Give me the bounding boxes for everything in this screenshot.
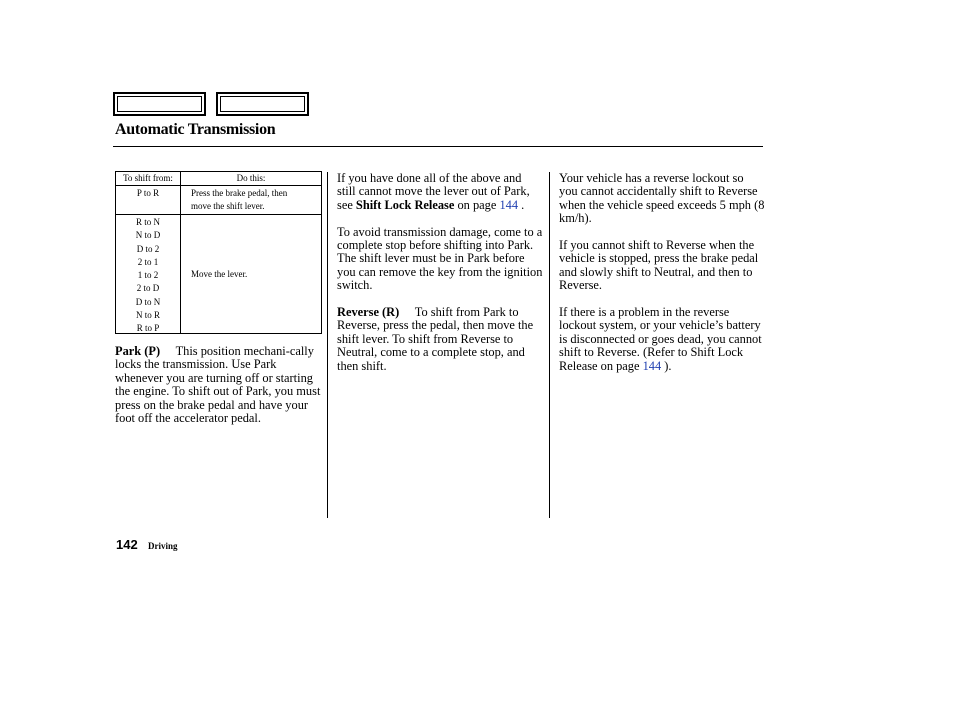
page-number: 142: [116, 537, 138, 552]
shift-from-item: D to 2: [136, 243, 160, 254]
park-term: Park (P): [115, 344, 161, 358]
shift-lock-text-2: on page: [454, 197, 500, 212]
table-row: [116, 186, 321, 215]
nav-tab-box-1[interactable]: [113, 92, 206, 116]
page-144-link[interactable]: 144: [499, 197, 519, 212]
table-header-do: Do this:: [236, 173, 266, 183]
shift-from-item: N to R: [135, 310, 160, 321]
page-144-link-2[interactable]: 144: [642, 358, 662, 373]
nav-tab-inner-2: [220, 96, 305, 112]
page-title: Automatic Transmission: [115, 121, 276, 138]
lockout-problem-text: If there is a problem in the reverse lockout system, or your vehicle’s battery is disconnected or goes dead, you cannot shift to Reverse. (Refer to Shift Lock Release on page: [559, 305, 762, 373]
shift-from-item: 1 to 2: [137, 270, 159, 281]
lockout-problem-paragraph: [559, 306, 765, 373]
title-divider: [113, 146, 763, 147]
column-divider-1: [327, 172, 328, 518]
cannot-shift-paragraph: If you cannot shift to Reverse when the vehicle is stopped, press the brake pedal and slowly shift to Neutral, and then to Reverse.: [559, 238, 759, 293]
reverse-text: To shift from Park to Reverse, press the pedal, then move the shift lever. To shift from Reverse to Neutral, come to a complete stop, and then shift.: [337, 305, 534, 373]
shift-table: [115, 171, 322, 334]
table-cell-do: [181, 186, 321, 214]
shift-lock-release-term: Shift Lock Release: [355, 197, 455, 212]
table-cell-from: [116, 215, 181, 333]
column-divider-2: [549, 172, 550, 518]
reverse-paragraph: [337, 306, 543, 373]
park-paragraph: [115, 345, 322, 425]
shift-from-item: 2 to 1: [137, 256, 159, 267]
shift-from-item: R to N: [135, 217, 160, 227]
shift-from-item: 2 to D: [136, 283, 160, 294]
shift-from-item: N to D: [135, 230, 161, 241]
column-2-text: [337, 172, 543, 386]
table-cell-do: [181, 215, 321, 333]
nav-tab-box-2[interactable]: [216, 92, 309, 116]
table-header-row: [116, 172, 321, 186]
shift-instruction-line: Move the lever.: [191, 269, 248, 279]
shift-lock-paragraph: [337, 172, 543, 212]
shift-lock-text-3: .: [518, 197, 525, 212]
lockout-problem-text-2: ).: [661, 358, 672, 373]
column-3-text: [559, 172, 765, 386]
shift-from-item: P to R: [136, 188, 160, 198]
transmission-damage-paragraph: To avoid transmission damage, come to a complete stop before shifting into Park. The shift lever must be in Park before you can remove the key from the ignition switch.: [337, 224, 543, 293]
table-header-from: To shift from:: [116, 172, 181, 185]
shift-lock-text: If you have done all of the above and still cannot move the lever out of Park, see: [337, 171, 530, 212]
shift-from-item: R to P: [136, 323, 160, 334]
reverse-lockout-paragraph: Your vehicle has a reverse lockout so you cannot accidentally shift to Reverse when the vehicle speed exceeds 5 mph (8 km/h).: [559, 171, 765, 226]
shift-instruction-line: Press the brake pedal, then: [191, 188, 288, 198]
table-row: [116, 215, 321, 333]
reverse-term: Reverse (R): [337, 305, 400, 320]
table-cell-from: [116, 186, 181, 214]
section-name: Driving: [148, 541, 178, 551]
nav-tab-inner-1: [117, 96, 202, 112]
column-1-text: [115, 345, 322, 439]
shift-from-item: D to N: [135, 296, 161, 307]
park-text: This position mechani-cally locks the transmission. Use Park whenever you are turning off or starting the engine. To shift out of Park, you must press on the brake pedal and have your foot off the accelerator pedal.: [115, 344, 321, 426]
shift-instruction-line: move the shift lever.: [191, 201, 265, 211]
